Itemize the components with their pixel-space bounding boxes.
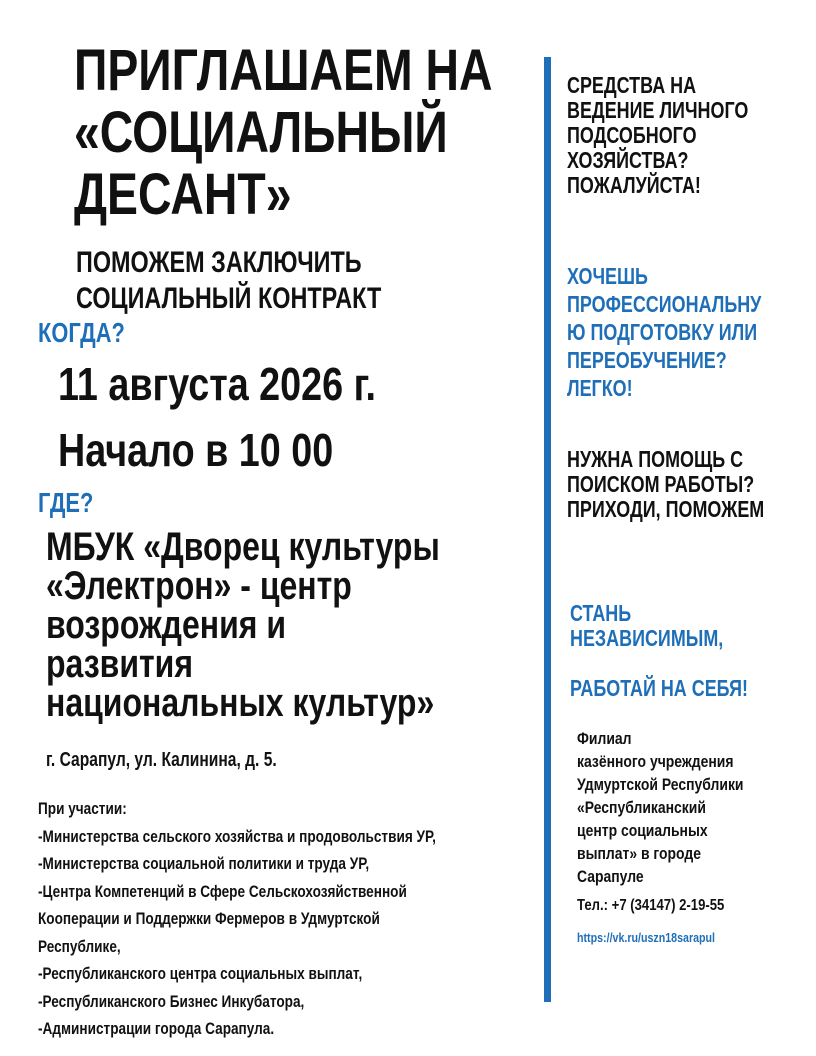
offer-training: ХОЧЕШЬ ПРОФЕССИОНАЛЬНУ Ю ПОДГОТОВКУ ИЛИ ПЕРЕОБУЧЕНИЕ? ЛЕГКО! [567, 263, 762, 401]
participant-item: -Министерства сельского хозяйства и продовольствия УР, [38, 826, 436, 846]
offer-job-search: НУЖНА ПОМОЩЬ С ПОИСКОМ РАБОТЫ? ПРИХОДИ, ПОМОЖЕМ [567, 446, 765, 522]
venue-address: г. Сарапул, ул. Калинина, д. 5. [46, 749, 277, 771]
participant-item: Республике, [38, 936, 121, 956]
participant-item: -Центра Компетенций в Сфере Сельскохозяйственной [38, 881, 407, 901]
event-date: 11 августа 2026 г. [58, 358, 376, 410]
participant-item: -Администрации города Сарапула. [38, 1019, 275, 1038]
participant-item: Кооперации и Поддержки Фермеров в Удмуртской [38, 909, 380, 928]
when-label: КОГДА? [38, 317, 125, 348]
participant-item: -Республиканского Бизнес Инкубатора, [38, 991, 305, 1011]
where-label: ГДЕ? [38, 487, 94, 518]
offer-self-employment: СТАНЬ НЕЗАВИСИМЫМ, РАБОТАЙ НА СЕБЯ! [570, 600, 748, 701]
participation-heading: При участии: [38, 799, 127, 818]
event-start-time: Начало в 10 00 [58, 424, 334, 476]
participant-item: -Министерства социальной политики и труда УР, [38, 854, 370, 873]
participation-list [38, 795, 534, 1043]
column-divider [544, 57, 551, 1002]
venue-name: МБУК «Дворец культуры «Электрон» - центр возрождения и развития национальных культур» [46, 525, 440, 725]
headline: ПРИГЛАШАЕМ НА «СОЦИАЛЬНЫЙ ДЕСАНТ» [74, 38, 493, 227]
subheadline: ПОМОЖЕМ ЗАКЛЮЧИТЬ СОЦИАЛЬНЫЙ КОНТРАКТ [76, 246, 382, 315]
participant-item: -Республиканского центра социальных выплат, [38, 964, 363, 983]
contact-phone: Тел.: +7 (34147) 2-19-55 [577, 897, 725, 914]
offer-household-funds: СРЕДСТВА НА ВЕДЕНИЕ ЛИЧНОГО ПОДСОБНОГО ХОЗЯЙСТВА? ПОЖАЛУЙСТА! [567, 72, 749, 198]
organization-name: Филиал казённого учреждения Удмуртской Республики «Республиканский центр социальных выплат» в городе Сарапуле [577, 729, 744, 886]
vk-link[interactable]: https://vk.ru/uszn18sarapul [577, 930, 716, 945]
